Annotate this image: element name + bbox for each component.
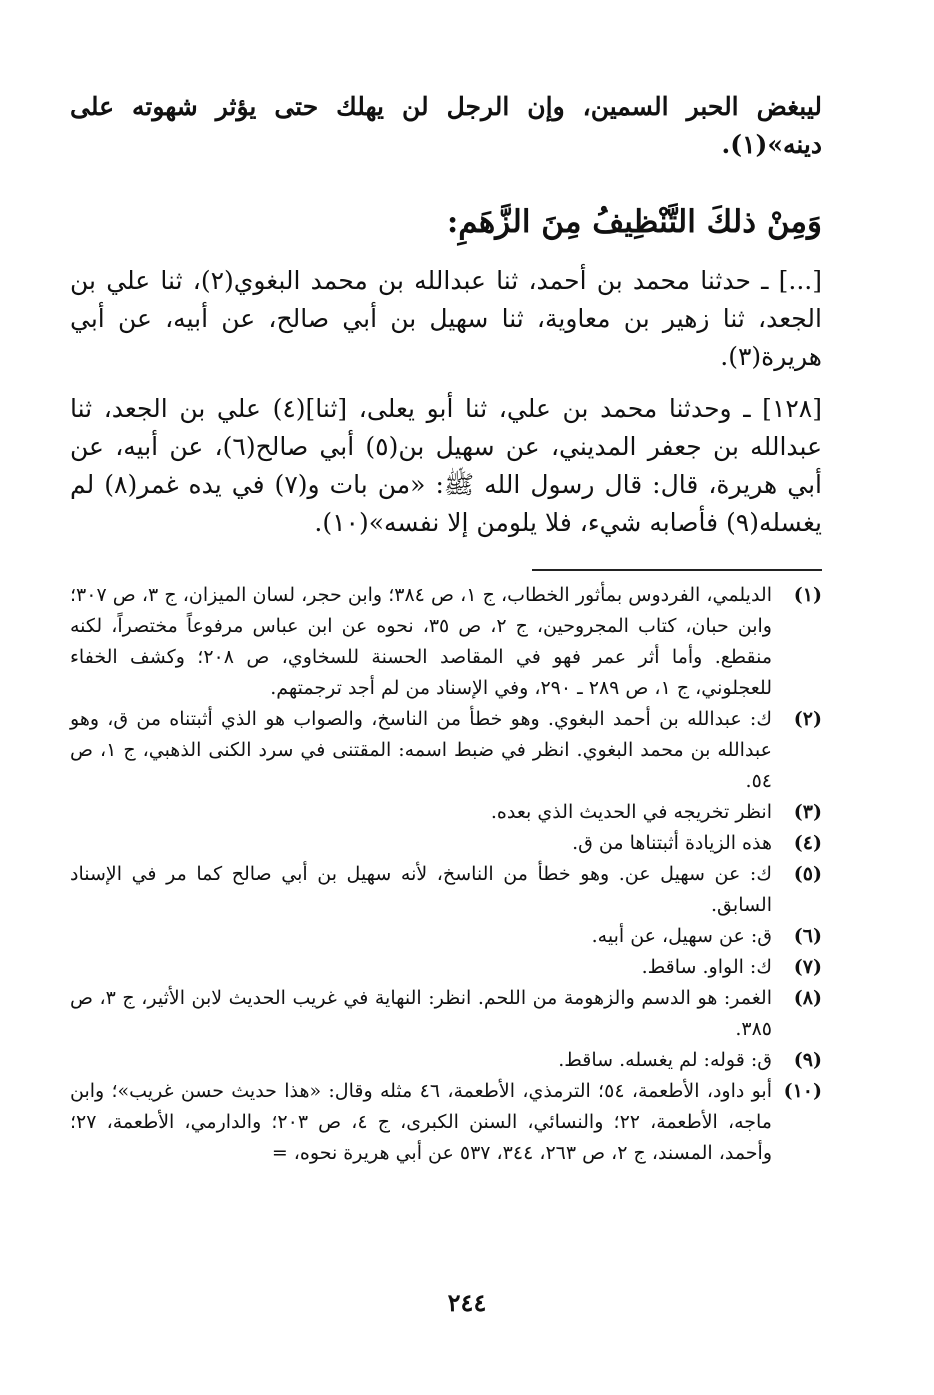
footnote-text: أبو داود، الأطعمة، ٥٤؛ الترمذي، الأطعمة، ٤٦ مثله وقال: «هذا حديث حسن غريب»؛ وابن ماجه، الأطعمة، ٢٢؛ والنسائي، السنن الكبرى، ج ٤، ص ٢٠٣؛ والدارمي، الأطعمة، ٢٧؛ وأحمد، المسند، ج ٢، ص ٢٦٣، ٣٤٤، ٥٣٧ عن أبي هريرة نحوه، =: [70, 1080, 772, 1164]
footnote-text: ك: عن سهيل عن. وهو خطأ من الناسخ، لأنه سهيل بن أبي صالح كما مر في الإسناد السابق.: [70, 863, 772, 916]
footnote-number: (٦): [793, 925, 822, 947]
footnote-number: (٩): [793, 1049, 822, 1071]
footnote-number: (٨): [793, 987, 822, 1009]
footnote: [70, 1076, 822, 1169]
footnote: [70, 828, 822, 859]
footnote: [70, 580, 822, 704]
footnote-number: (٣): [793, 801, 822, 823]
footnote: [70, 952, 822, 983]
footnote-text: ق: قوله: لم يغسله. ساقط.: [558, 1049, 772, 1071]
footnote-number: (١٠): [783, 1080, 822, 1102]
paragraph-1: [...] ـ حدثنا محمد بن أحمد، ثنا عبدالله بن محمد البغوي(٢)، ثنا علي بن الجعد، ثنا زهير بن معاوية، ثنا سهيل بن أبي صالح، عن أبيه، عن أبي هريرة(٣).: [70, 266, 822, 371]
footnote-text: هذه الزيادة أثبتناها من ق.: [572, 832, 772, 854]
footnote-text: ك: الواو. ساقط.: [641, 956, 772, 978]
section-heading: وَمِنْ ذلكَ التَّنْظِيفُ مِنَ الزَّهَمِ:: [446, 204, 822, 240]
footnote-divider: [532, 569, 822, 571]
footnote: [70, 921, 822, 952]
footnote: [70, 983, 822, 1045]
footnote-text: ك: عبدالله بن أحمد البغوي. وهو خطأ من الناسخ، والصواب هو الذي أثبتناه من ق، وهو عبدالله بن محمد البغوي. انظر في ضبط اسمه: المقتنى في سرد الكنى الذهبي، ج ١، ص ٥٤.: [70, 708, 772, 792]
footnote: [70, 859, 822, 921]
main-text: [70, 88, 822, 542]
footnote-number: (٤): [793, 832, 822, 854]
footnote-number: (٥): [793, 863, 822, 885]
page-number: ٢٤٤: [447, 1288, 487, 1317]
footnote: [70, 1045, 822, 1076]
footnote-number: (١): [793, 584, 822, 606]
footnote-text: الديلمي، الفردوس بمأثور الخطاب، ج ١، ص ٣٨٤؛ وابن حجر، لسان الميزان، ج ٣، ص ٣٠٧؛ وابن حبان، كتاب المجروحين، ج ٢، ص ٣٥، نحوه عن ابن عباس مرفوعاً مختصراً، لكنه منقطع. وأما أثر عمر فهو في المقاصد الحسنة للسخاوي، ص ٢٠٨؛ وكشف الخفاء للعجلوني، ج ١، ص ٢٨٩ ـ ٢٩٠، وفي الإسناد من لم أجد ترجمتهم.: [70, 584, 773, 699]
footnote: [70, 704, 822, 797]
paragraph-2: [١٢٨] ـ وحدثنا محمد بن علي، ثنا أبو يعلى، [ثنا](٤) علي بن الجعد، ثنا عبدالله بن جعفر المديني، عن سهيل بن(٥) أبي صالح(٦)، عن أبيه، عن أبي هريرة، قال: قال رسول الله ﷺ: «من بات و(٧) في يده غمر(٨) لم يغسله(٩) فأصابه شيء، فلا يلومن إلا نفسه»(١٠).: [70, 394, 823, 537]
footnote-text: ق: عن سهيل، عن أبيه.: [591, 925, 772, 947]
footnote-text: الغمر: هو الدسم والزهومة من اللحم. انظر: النهاية في غريب الحديث لابن الأثير، ج ٣، ص ٣٨٥.: [70, 987, 772, 1040]
footnote-number: (٧): [793, 956, 822, 978]
footnotes: [70, 580, 822, 1169]
opening-line: ليبغض الحبر السمين، وإن الرجل لن يهلك حتى يؤثر شهوته على دينه»(١).: [70, 92, 822, 159]
footnote: [70, 797, 822, 828]
footnote-number: (٢): [793, 708, 822, 730]
footnote-text: انظر تخريجه في الحديث الذي بعده.: [490, 801, 772, 823]
